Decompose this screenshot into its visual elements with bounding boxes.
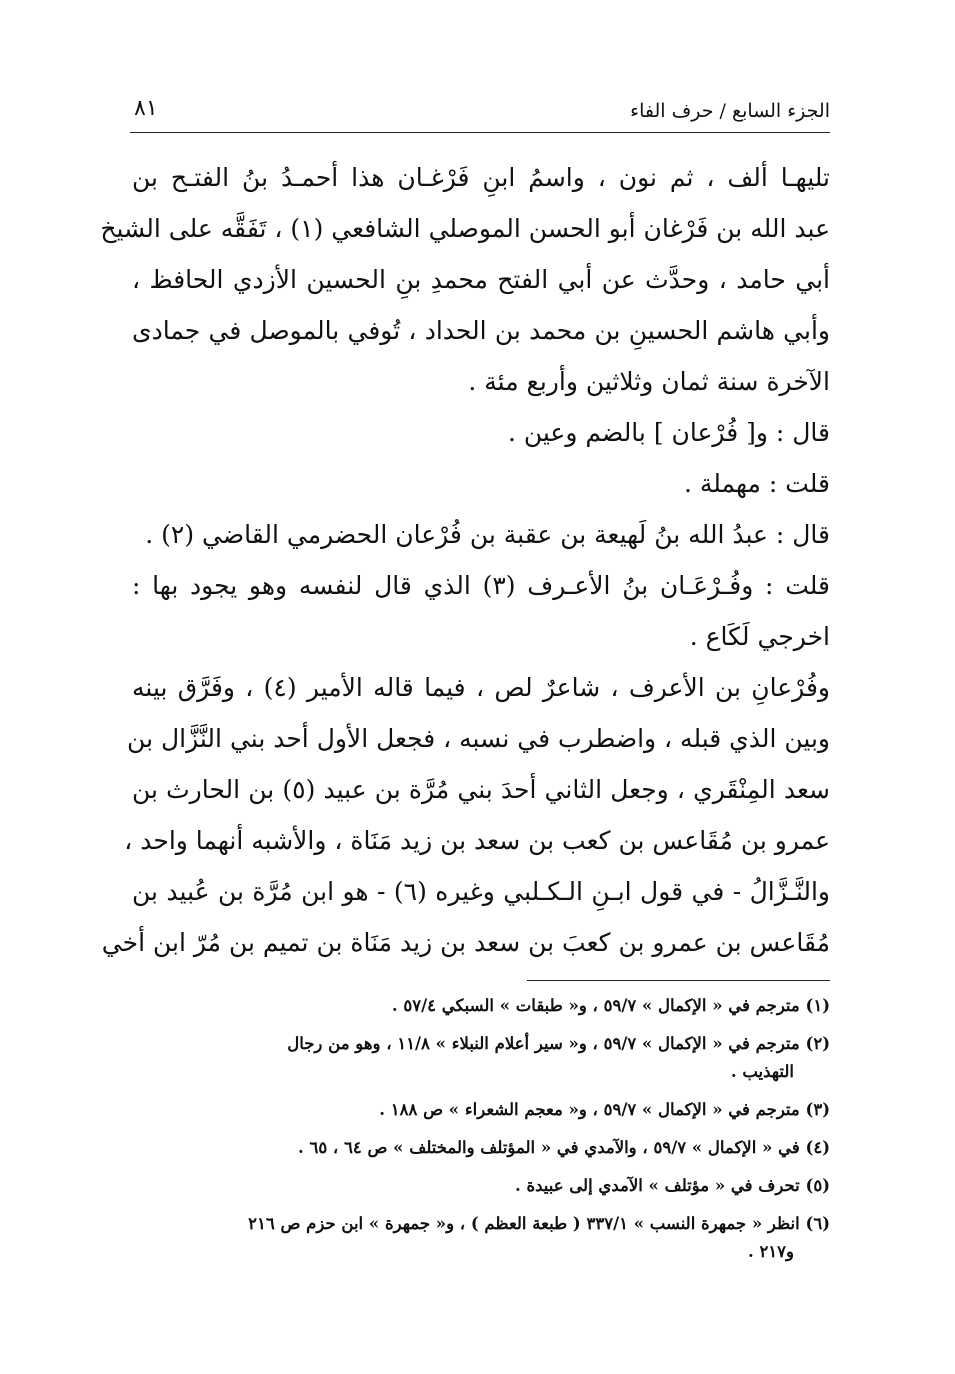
footnote-number: (٥) xyxy=(805,1176,830,1195)
footnote-5 xyxy=(132,1172,830,1200)
text-line: والنَّـزَّالُ - في قول ابـنِ الـكـلبي وغيره (٦) - هو ابن مُرَّة بن عُبيد بن xyxy=(132,877,830,906)
text-line: عبد الله بن فَرْغان أبو الحسن الموصلي الشافعي (١) ، تَفَقَّه على الشيخ xyxy=(100,214,830,243)
footnote-text: مترجم في « الإكمال » ٥٩/٧ ، و« سير أعلام النبلاء » ١١/٨ ، وهو من رجال xyxy=(287,1034,800,1053)
text-line: وبين الذي قبله ، واضطرب في نسبه ، فجعل الأول أحد بني النَّزَّال بن xyxy=(127,724,830,753)
footnote-text: في « الإكمال » ٥٩/٧ ، والآمدي في « المؤتلف والمختلف » ص ٦٤ ، ٦٥ . xyxy=(297,1138,800,1157)
footnote-6 xyxy=(132,1210,830,1238)
text-line: وأبي هاشم الحسينِ بن محمد بن الحداد ، تُوفي بالموصل في جمادى xyxy=(132,316,830,345)
footnote-number: (٣) xyxy=(805,1100,830,1119)
footnote-number: (٢) xyxy=(805,1034,830,1053)
main-text xyxy=(100,152,830,968)
footnote-text: مترجم في « الإكمال » ٥٩/٧ ، و« طبقات » السبكي ٥٧/٤ . xyxy=(391,996,800,1015)
footnote-text: انظر « جمهرة النسب » ٣٣٧/١ ( طبعة العظم ) ، و« جمهرة » ابن حزم ص ٢١٦ xyxy=(248,1214,800,1233)
text-line: قال : و[ فُرْعان ] بالضم وعين . xyxy=(507,418,830,447)
text-line: وفُرْعانِ بن الأعرف ، شاعرٌ لص ، فيما قاله الأمير (٤) ، وفَرَّق بينه xyxy=(132,673,830,702)
footnote-number: (٦) xyxy=(805,1214,830,1233)
text-line: عمرو بن مُقَاعس بن كعب بن سعد بن زيد مَنَاة ، والأشبه أنهما واحد ، xyxy=(124,826,830,855)
text-line: أبي حامد ، وحدَّث عن أبي الفتح محمدِ بنِ الحسين الأزدي الحافظ ، xyxy=(132,265,830,294)
text-line: سعد المِنْقَري ، وجعل الثاني أحدَ بني مُرَّة بن عبيد (٥) بن الحارث بن xyxy=(132,775,830,804)
header-title: الجزء السابع / حرف الفاء xyxy=(630,100,830,122)
footnote-number: (٤) xyxy=(805,1138,830,1157)
running-header xyxy=(130,92,830,133)
text-line: مُقَاعس بن عمرو بن كعبَ بن سعد بن زيد مَنَاة بن تميم بن مُرّ ابن أخي xyxy=(101,928,830,957)
footnotes xyxy=(132,992,830,1266)
text-line: الآخرة سنة ثمان وثلاثين وأربع مئة . xyxy=(468,367,830,396)
footnote-text: تحرف في « مؤتلف » الآمدي إلى عبيدة . xyxy=(514,1176,800,1195)
text-line: قلت : مهملة . xyxy=(683,469,830,498)
footnote-3 xyxy=(132,1096,830,1124)
footnote-4 xyxy=(132,1134,830,1162)
text-line: قلت : وفُـرْعَـان بنُ الأعـرف (٣) الذي قال لنفسه وهو يجود بها : xyxy=(132,571,830,600)
footnote-1 xyxy=(132,992,830,1020)
text-line: تليهـا ألف ، ثم نون ، واسمُ ابنِ فَرْغـان هذا أحمـدُ بنُ الفتـح بن xyxy=(132,163,830,192)
footnote-separator xyxy=(527,980,830,981)
footnote-2 xyxy=(132,1030,830,1058)
page-number: ٨١ xyxy=(134,96,158,121)
footnote-number: (١) xyxy=(805,996,830,1015)
text-line: قال : عبدُ الله بنُ لَهيعة بن عقبة بن فُرْعان الحضرمي القاضي (٢) . xyxy=(145,520,830,549)
text-line: اخرجي لَكَاع . xyxy=(689,622,830,651)
footnote-text: مترجم في « الإكمال » ٥٩/٧ ، و« معجم الشعراء » ص ١٨٨ . xyxy=(379,1100,800,1119)
footnote-2-continuation: التهذيب . xyxy=(730,1062,794,1081)
footnote-6-continuation: و٢١٧ . xyxy=(747,1242,794,1261)
